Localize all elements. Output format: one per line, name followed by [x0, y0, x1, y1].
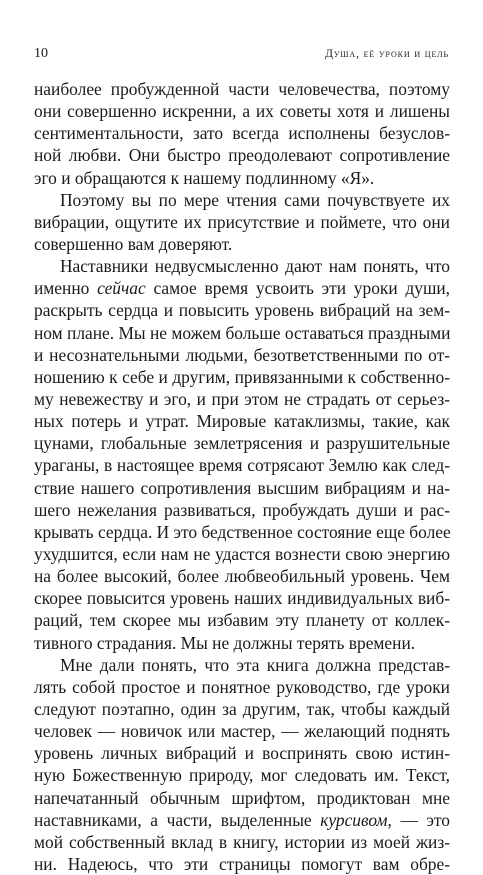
text-line: ухудшится, если нам не удастся вознести свою энергию [34, 543, 450, 564]
text-line: ствие нашего сопротивления высшим вибрациям и на- [34, 477, 450, 498]
text-line: ураганы, в настоящее время сотрясают Землю как след- [34, 455, 450, 476]
text-line: ную Божественную природу, мог следовать им. Текст, [34, 765, 450, 786]
italic-text: сейчас [97, 278, 146, 299]
text-line: на более высокий, более любвеобильный уровень. Чем [34, 566, 450, 587]
page-header [34, 46, 449, 66]
text-line: тивного страдания. Мы не должны терять времени. [34, 632, 416, 653]
text-line: раций, тем скорее мы избавим эту планету от коллек- [34, 610, 450, 631]
text-line: совершенно вам доверяют. [34, 233, 233, 254]
text-line: они совершенно искренни, а их советы хотя и лишены [34, 101, 450, 122]
text-line: наставниками, а части, выделенные курсивом, — это [34, 809, 450, 830]
text-line: ни. Надеюсь, что эти страницы помогут вам обре- [34, 853, 450, 874]
text-line: Поэтому вы по мере чтения сами почувствуете их [60, 189, 450, 210]
text-line: Мне дали понять, что эта книга должна представ- [60, 654, 450, 675]
text-line: и несознательными людьми, безответственными по от- [34, 344, 450, 365]
running-title: Душа, её уроки и цель [325, 48, 449, 60]
text-line: лять собой простое и понятное руководство, где уроки [34, 676, 450, 697]
text-line: цунами, глобальные землетрясения и разрушительные [34, 433, 450, 454]
text-line: следуют поэтапно, один за другим, так, чтобы каждый [34, 698, 450, 719]
text-line: Наставники недвусмысленно дают нам понять, что [60, 256, 450, 277]
text-line: раскрыть сердца и повысить уровень вибраций на зем- [34, 300, 450, 321]
text-line: напечатанный обычным шрифтом, продиктован мне [34, 787, 450, 808]
text-line: шего нежелания развиваться, пробуждать души и рас- [34, 499, 450, 520]
text-line: мой собственный вклад в книгу, истории из моей жиз- [34, 831, 450, 852]
text-line: уровень личных вибраций и воспринять свою истин- [34, 743, 450, 764]
text-line: ной любви. Они быстро преодолевают сопротивление [34, 145, 450, 166]
body-text [34, 78, 450, 875]
italic-text: курсивом [320, 809, 388, 830]
text-line: ных потерь и утрат. Мировые катаклизмы, такие, как [34, 411, 450, 432]
text-line: скорее повысится уровень наших индивидуальных виб- [34, 588, 450, 609]
text-line: вибрации, ощутите их присутствие и поймете, что они [34, 211, 450, 232]
text-line: человек — новичок или мастер, — желающий поднять [34, 721, 450, 742]
text-line: му невежеству и эго, и при этом не страдать от серьез- [34, 388, 450, 409]
page-number: 10 [34, 46, 48, 61]
text-line: сентиментальности, зато всегда исполнены безуслов- [34, 123, 450, 144]
text-line: эго и обращаются к нашему подлинному «Я». [34, 167, 375, 188]
text-line: крывать сердца. И это бедственное состояние еще более [34, 521, 451, 542]
text-line: именно сейчас самое время усвоить эти уроки души, [34, 278, 450, 299]
text-line: наиболее пробужденной части человечества, поэтому [34, 79, 450, 99]
text-line: ном плане. Мы не можем больше оставаться праздными [34, 322, 451, 343]
text-line: ношению к себе и другим, привязанными к собственно- [34, 366, 450, 387]
